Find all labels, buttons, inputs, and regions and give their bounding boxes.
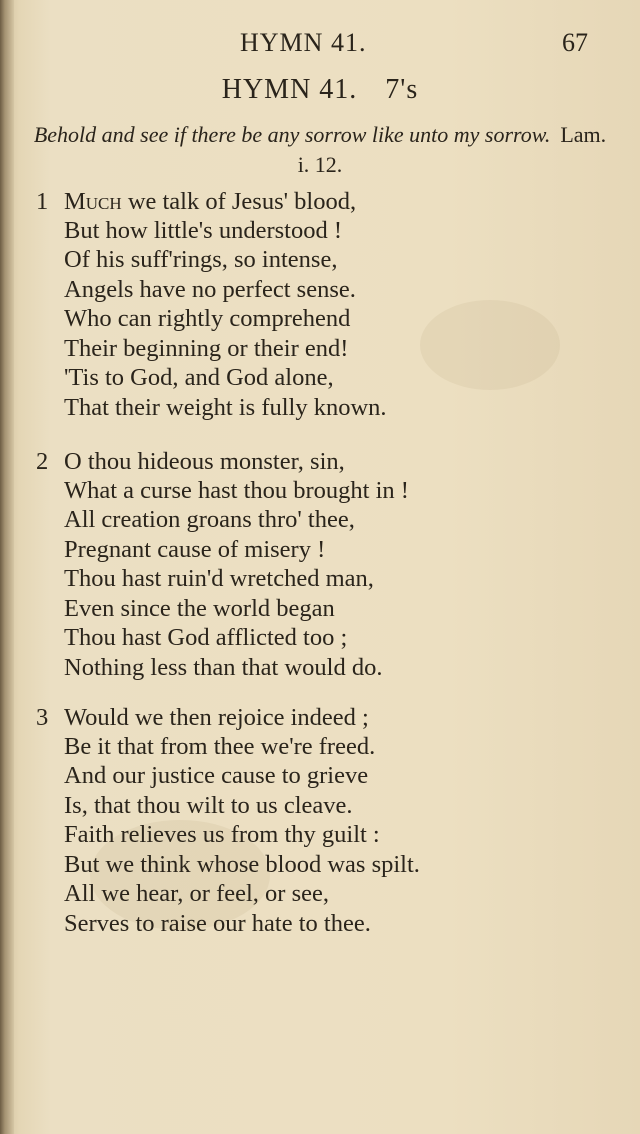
epigraph-reference: Lam. i. 12. (297, 122, 607, 177)
verse-line: But how little's understood ! (64, 217, 342, 244)
hymn-title (0, 74, 640, 106)
verse-line: What a curse hast thou brought in ! (64, 477, 409, 504)
verse-line: Angels have no perfect sense. (64, 276, 356, 303)
verse-line: Their beginning or their end! (64, 335, 349, 362)
epigraph-text: Behold and see if there be any sorrow like unto my sorrow. (33, 122, 551, 147)
stanza-number: 2 (36, 448, 49, 475)
verse-line: That their weight is fully known. (64, 394, 387, 421)
verse-line: Is, that thou wilt to us cleave. (64, 792, 353, 819)
verse-line: Pregnant cause of misery ! (64, 536, 326, 563)
verse-line: All creation groans thro' thee, (64, 506, 355, 533)
verse-line: Thou hast ruin'd wretched man, (64, 565, 374, 592)
running-title: HYMN 41. (240, 28, 367, 57)
verse-line: And our justice cause to grieve (64, 762, 369, 789)
verse-line: Who can rightly comprehend (64, 305, 351, 332)
verse-line: But we think whose blood was spilt. (64, 851, 420, 878)
verse-line: Thou hast God afflicted too ; (64, 624, 348, 651)
stanza-number: 3 (36, 704, 49, 731)
verse-line: Even since the world began (64, 595, 335, 622)
verse-line: Faith relieves us from thy guilt : (64, 821, 380, 848)
verse-line: O thou hideous monster, sin, (64, 448, 345, 475)
hymn-meter: 7's (385, 74, 419, 105)
page-binding-edge (0, 0, 14, 1134)
first-line-rest: we talk of Jesus' blood, (121, 188, 357, 215)
verse-line (64, 188, 356, 216)
verse-line: Nothing less than that would do. (64, 654, 383, 681)
running-head (0, 28, 640, 64)
stanza-number: 1 (36, 188, 49, 215)
verse-line: Of his suff'rings, so intense, (64, 246, 338, 273)
paper-stain (420, 300, 560, 390)
epigraph (30, 120, 610, 180)
page-number: 67 (562, 28, 588, 57)
verse-line: Be it that from thee we're freed. (64, 733, 376, 760)
verse-line: 'Tis to God, and God alone, (64, 364, 334, 391)
hymn-number: HYMN 41. (221, 74, 358, 105)
first-word: Much (64, 188, 122, 215)
verse-line: Would we then rejoice indeed ; (64, 704, 369, 731)
verse-line: All we hear, or feel, or see, (64, 880, 329, 907)
verse-line: Serves to raise our hate to thee. (64, 910, 371, 937)
